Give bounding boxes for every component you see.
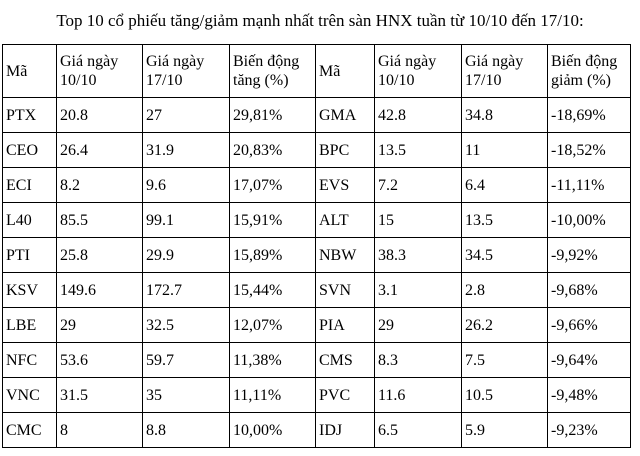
gainer-price-1710-cell: 99.1 bbox=[143, 203, 230, 238]
header-row bbox=[3, 45, 631, 98]
loser-code-cell: CMS bbox=[316, 343, 375, 378]
table-row bbox=[3, 238, 631, 273]
gainer-price-1010-cell: 8 bbox=[57, 413, 143, 448]
gainer-code-cell: KSV bbox=[3, 273, 57, 308]
gainer-code-cell: PTI bbox=[3, 238, 57, 273]
gainer-price-1010-cell: 149.6 bbox=[57, 273, 143, 308]
loser-change-cell: -9,66% bbox=[548, 308, 631, 343]
loser-code-cell: PIA bbox=[316, 308, 375, 343]
loser-code-cell: EVS bbox=[316, 168, 375, 203]
gainer-change-cell: 10,00% bbox=[230, 413, 316, 448]
gainer-price-1710-cell: 27 bbox=[143, 98, 230, 133]
loser-price-1010-cell: 29 bbox=[375, 308, 462, 343]
gainer-code-cell: PTX bbox=[3, 98, 57, 133]
gainer-price-1710-cell: 9.6 bbox=[143, 168, 230, 203]
gainer-change-cell: 15,91% bbox=[230, 203, 316, 238]
gainer-price-1710-cell: 31.9 bbox=[143, 133, 230, 168]
gainer-price-1010-cell: 8.2 bbox=[57, 168, 143, 203]
loser-code-cell: IDJ bbox=[316, 413, 375, 448]
table-row bbox=[3, 343, 631, 378]
gainer-price-1010-cell: 25.8 bbox=[57, 238, 143, 273]
loser-change-cell: -9,23% bbox=[548, 413, 631, 448]
header-price-1010-b-line1: Giá ngày bbox=[378, 53, 437, 70]
gainer-code-cell: LBE bbox=[3, 308, 57, 343]
loser-change-cell: -11,11% bbox=[548, 168, 631, 203]
loser-code-cell: NBW bbox=[316, 238, 375, 273]
gainer-code-cell: CMC bbox=[3, 413, 57, 448]
gainer-change-cell: 17,07% bbox=[230, 168, 316, 203]
gainer-code-cell: VNC bbox=[3, 378, 57, 413]
gainer-change-cell: 12,07% bbox=[230, 308, 316, 343]
header-decrease-line1: Biến động bbox=[551, 53, 618, 70]
table-row bbox=[3, 413, 631, 448]
header-price-1710-line2: 17/10 bbox=[146, 72, 183, 89]
loser-price-1010-cell: 42.8 bbox=[375, 98, 462, 133]
loser-price-1010-cell: 13.5 bbox=[375, 133, 462, 168]
header-decrease-line2: giảm (%) bbox=[551, 72, 611, 89]
header-price-1010-line1: Giá ngày bbox=[60, 53, 119, 70]
header-code-2 bbox=[316, 45, 375, 98]
loser-code-cell: SVN bbox=[316, 273, 375, 308]
loser-price-1710-cell: 13.5 bbox=[462, 203, 548, 238]
gainer-code-cell: NFC bbox=[3, 343, 57, 378]
loser-price-1710-cell: 34.5 bbox=[462, 238, 548, 273]
header-code-2-label: Mã bbox=[319, 62, 341, 80]
loser-price-1710-cell: 5.9 bbox=[462, 413, 548, 448]
gainer-code-cell: CEO bbox=[3, 133, 57, 168]
table-row bbox=[3, 168, 631, 203]
table-row bbox=[3, 308, 631, 343]
table-row bbox=[3, 98, 631, 133]
loser-change-cell: -9,64% bbox=[548, 343, 631, 378]
header-price-1010-line2: 10/10 bbox=[60, 72, 97, 89]
gainer-price-1710-cell: 8.8 bbox=[143, 413, 230, 448]
loser-price-1710-cell: 34.8 bbox=[462, 98, 548, 133]
table-row bbox=[3, 378, 631, 413]
loser-change-cell: -18,69% bbox=[548, 98, 631, 133]
gainer-price-1010-cell: 31.5 bbox=[57, 378, 143, 413]
header-price-1010-b-line2: 10/10 bbox=[378, 72, 415, 89]
loser-code-cell: PVC bbox=[316, 378, 375, 413]
gainer-price-1010-cell: 26.4 bbox=[57, 133, 143, 168]
loser-change-cell: -9,48% bbox=[548, 378, 631, 413]
loser-price-1010-cell: 3.1 bbox=[375, 273, 462, 308]
loser-price-1010-cell: 7.2 bbox=[375, 168, 462, 203]
loser-price-1710-cell: 26.2 bbox=[462, 308, 548, 343]
gainer-change-cell: 15,44% bbox=[230, 273, 316, 308]
table-title: Top 10 cổ phiếu tăng/giảm mạnh nhất trên sàn HNX tuần từ 10/10 đến 17/10: bbox=[56, 11, 584, 30]
gainer-change-cell: 20,83% bbox=[230, 133, 316, 168]
header-price-1010-b bbox=[375, 45, 462, 98]
gainer-price-1710-cell: 172.7 bbox=[143, 273, 230, 308]
loser-code-cell: GMA bbox=[316, 98, 375, 133]
loser-code-cell: ALT bbox=[316, 203, 375, 238]
gainer-change-cell: 11,11% bbox=[230, 378, 316, 413]
header-price-1710-b-line1: Giá ngày bbox=[465, 53, 524, 70]
header-increase-line2: tăng (%) bbox=[233, 72, 289, 89]
gainer-code-cell: L40 bbox=[3, 203, 57, 238]
gainer-price-1010-cell: 85.5 bbox=[57, 203, 143, 238]
gainer-code-cell: ECI bbox=[3, 168, 57, 203]
loser-code-cell: BPC bbox=[316, 133, 375, 168]
loser-change-cell: -9,68% bbox=[548, 273, 631, 308]
loser-change-cell: -18,52% bbox=[548, 133, 631, 168]
gainer-price-1010-cell: 53.6 bbox=[57, 343, 143, 378]
stock-table bbox=[2, 44, 631, 448]
gainer-price-1710-cell: 59.7 bbox=[143, 343, 230, 378]
header-price-1710 bbox=[143, 45, 230, 98]
loser-price-1010-cell: 11.6 bbox=[375, 378, 462, 413]
loser-price-1710-cell: 7.5 bbox=[462, 343, 548, 378]
loser-price-1010-cell: 6.5 bbox=[375, 413, 462, 448]
header-price-1710-b-line2: 17/10 bbox=[465, 72, 502, 89]
header-increase-line1: Biến động bbox=[233, 53, 300, 70]
loser-price-1710-cell: 10.5 bbox=[462, 378, 548, 413]
loser-price-1010-cell: 15 bbox=[375, 203, 462, 238]
loser-price-1710-cell: 2.8 bbox=[462, 273, 548, 308]
table-row bbox=[3, 203, 631, 238]
header-price-1710-b bbox=[462, 45, 548, 98]
gainer-price-1710-cell: 32.5 bbox=[143, 308, 230, 343]
gainer-price-1010-cell: 29 bbox=[57, 308, 143, 343]
gainer-price-1710-cell: 29.9 bbox=[143, 238, 230, 273]
loser-change-cell: -9,92% bbox=[548, 238, 631, 273]
header-price-1010 bbox=[57, 45, 143, 98]
loser-price-1010-cell: 8.3 bbox=[375, 343, 462, 378]
table-row bbox=[3, 273, 631, 308]
loser-price-1010-cell: 38.3 bbox=[375, 238, 462, 273]
header-decrease bbox=[548, 45, 631, 98]
gainer-price-1010-cell: 20.8 bbox=[57, 98, 143, 133]
loser-price-1710-cell: 11 bbox=[462, 133, 548, 168]
table-row bbox=[3, 133, 631, 168]
gainer-change-cell: 15,89% bbox=[230, 238, 316, 273]
header-price-1710-line1: Giá ngày bbox=[146, 53, 205, 70]
gainer-change-cell: 11,38% bbox=[230, 343, 316, 378]
header-code-label: Mã bbox=[6, 62, 28, 80]
header-increase bbox=[230, 45, 316, 98]
gainer-price-1710-cell: 35 bbox=[143, 378, 230, 413]
header-code bbox=[3, 45, 57, 98]
loser-change-cell: -10,00% bbox=[548, 203, 631, 238]
loser-price-1710-cell: 6.4 bbox=[462, 168, 548, 203]
gainer-change-cell: 29,81% bbox=[230, 98, 316, 133]
